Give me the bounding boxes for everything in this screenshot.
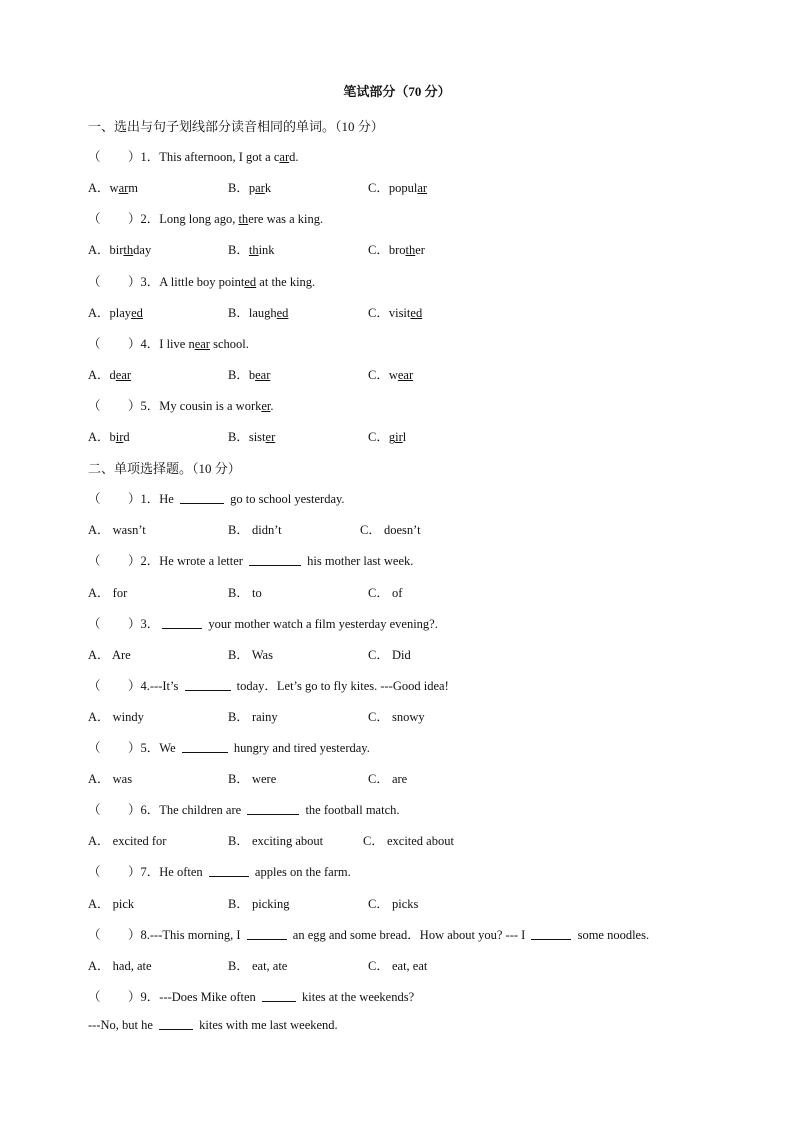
question-number: 6． <box>140 803 160 818</box>
question-line <box>88 489 345 507</box>
option-text: Was <box>248 647 273 662</box>
paren-close: ） <box>128 865 141 880</box>
option-letter: B． <box>228 772 249 787</box>
option-c[interactable] <box>368 240 425 258</box>
underlined-sound: ear <box>397 367 414 382</box>
option-text: bro <box>388 243 406 258</box>
option-letter: B． <box>228 523 249 538</box>
answer-blank[interactable] <box>185 679 231 691</box>
underlined-sound: ed <box>131 305 143 320</box>
option-b[interactable] <box>228 427 275 445</box>
underlined-sound: th <box>248 243 259 258</box>
paren-open: （ <box>88 803 101 818</box>
option-text: p <box>248 181 256 196</box>
question-text: his mother last week. <box>304 554 414 569</box>
option-text: Did <box>388 647 411 662</box>
paren-close: ） <box>128 989 141 1004</box>
option-letter: C． <box>368 181 389 196</box>
question-text: the football match. <box>302 803 400 818</box>
option-letter: A． <box>88 585 110 600</box>
option-text: b <box>248 367 256 382</box>
option-c[interactable] <box>368 645 411 663</box>
question-text: ---No, but he <box>88 1017 157 1032</box>
option-text: sist <box>248 430 266 444</box>
option-text: picking <box>248 896 290 911</box>
underlined-sound: ir <box>395 430 403 444</box>
option-text: wasn’t <box>109 523 146 538</box>
answer-blank[interactable] <box>209 865 249 877</box>
paren-close: ） <box>128 678 141 693</box>
option-text: were <box>248 772 277 787</box>
option-letter: A． <box>88 243 110 258</box>
answer-blank[interactable] <box>162 617 202 629</box>
question-line <box>88 987 414 1005</box>
paren-close: ） <box>128 492 141 507</box>
paren-open: （ <box>88 398 101 413</box>
option-c[interactable] <box>368 894 418 912</box>
question-text: at the king. <box>256 274 316 289</box>
option-c[interactable] <box>368 303 422 321</box>
question-number: 4.--- <box>140 678 163 693</box>
underlined-sound: ed <box>244 274 257 289</box>
question-text: My cousin is a work <box>159 398 262 413</box>
option-text: didn’t <box>248 523 282 538</box>
option-letter: A． <box>88 367 110 382</box>
option-text: rainy <box>248 709 278 724</box>
option-a[interactable] <box>88 520 146 538</box>
answer-line <box>88 1018 338 1033</box>
option-a[interactable] <box>88 956 152 974</box>
option-a[interactable] <box>88 427 130 445</box>
underlined-sound: ar <box>279 150 290 165</box>
option-text: k <box>264 181 272 196</box>
option-text: d <box>109 367 116 382</box>
answer-blank[interactable] <box>531 928 571 940</box>
underlined-sound: ar <box>255 181 265 196</box>
answer-blank[interactable] <box>247 928 287 940</box>
question-number: 8.--- <box>140 927 163 942</box>
paren-open: （ <box>88 336 101 351</box>
option-text: laugh <box>248 305 277 320</box>
option-text: excited about <box>383 834 454 849</box>
option-letter: B． <box>228 181 249 196</box>
option-letter: C． <box>368 305 389 320</box>
question-number: 1． <box>140 492 160 507</box>
option-b[interactable] <box>228 520 282 538</box>
answer-blank[interactable] <box>249 554 301 566</box>
question-line <box>88 396 274 414</box>
option-letter: C． <box>368 772 389 787</box>
underlined-sound: ir <box>115 430 124 444</box>
paren-open: （ <box>88 616 101 631</box>
option-b[interactable] <box>228 707 278 725</box>
underlined-sound: ed <box>410 305 423 320</box>
option-letter: A． <box>88 430 110 444</box>
option-letter: B． <box>228 709 249 724</box>
section-heading: 二、单项选择题。（10 分） <box>88 461 241 477</box>
question-line <box>88 738 370 756</box>
option-letter: A． <box>88 834 110 849</box>
question-line <box>88 272 315 290</box>
underlined-sound: th <box>238 212 249 227</box>
option-text: to <box>248 585 262 600</box>
option-text: g <box>388 430 396 444</box>
option-letter: C． <box>360 523 381 538</box>
question-text: hungry and tired yesterday. <box>230 741 370 755</box>
option-c[interactable] <box>368 956 427 974</box>
option-text: of <box>388 585 403 600</box>
option-letter: A． <box>88 181 110 196</box>
option-text: b <box>109 430 116 444</box>
option-text: exciting about <box>248 834 324 849</box>
option-text: windy <box>109 709 144 724</box>
option-a[interactable] <box>88 365 131 383</box>
question-number: 3． <box>140 274 160 289</box>
option-text: d <box>123 430 130 444</box>
underlined-sound: ed <box>276 305 289 320</box>
option-text: eat, ate <box>248 958 288 973</box>
paren-open: （ <box>88 150 101 165</box>
option-letter: B． <box>228 834 249 849</box>
paren-close: ） <box>128 741 141 755</box>
option-text: w <box>109 181 119 196</box>
option-letter: A． <box>88 305 110 320</box>
option-letter: C． <box>368 709 389 724</box>
page-title: 笔试部分（70 分） <box>343 84 451 99</box>
option-letter: B． <box>228 958 249 973</box>
question-line <box>88 334 249 352</box>
option-text: ink <box>258 243 275 258</box>
paren-open: （ <box>88 989 101 1004</box>
option-letter: C． <box>368 367 389 382</box>
option-text: had, ate <box>109 958 152 973</box>
option-c[interactable] <box>368 427 406 445</box>
answer-blank[interactable] <box>247 803 299 815</box>
option-letter: C． <box>368 647 389 662</box>
underlined-sound: ar <box>417 181 428 196</box>
underlined-sound: er <box>261 398 271 413</box>
option-b[interactable] <box>228 831 323 849</box>
question-number: 5． <box>140 398 160 413</box>
option-text: snowy <box>388 709 425 724</box>
option-a[interactable] <box>88 769 132 787</box>
question-text: This morning, I <box>162 927 244 942</box>
question-number: 2． <box>140 554 160 569</box>
question-text: ---Does Mike often <box>159 989 259 1004</box>
option-a[interactable] <box>88 303 143 321</box>
paren-close: ） <box>128 398 141 413</box>
question-line <box>88 800 400 818</box>
question-text: go to school yesterday. <box>226 492 345 507</box>
question-text: This afternoon, I got a c <box>159 150 280 165</box>
option-b[interactable] <box>228 303 288 321</box>
question-text: I live n <box>159 336 195 351</box>
question-line <box>88 925 649 943</box>
question-line <box>88 614 438 632</box>
question-text: He <box>159 492 177 507</box>
option-text: excited for <box>109 834 167 849</box>
question-line <box>88 551 413 569</box>
section-heading: 一、选出与句子划线部分读音相同的单词。（10 分） <box>88 119 384 134</box>
option-b[interactable] <box>228 178 271 196</box>
option-text: was <box>109 772 133 787</box>
question-text: . <box>270 398 274 413</box>
option-a[interactable] <box>88 831 166 849</box>
option-text: w <box>388 367 398 382</box>
underlined-sound: ear <box>255 367 271 382</box>
option-letter: B． <box>228 243 249 258</box>
answer-blank[interactable] <box>182 741 228 753</box>
question-text: kites with me last weekend. <box>196 1017 338 1032</box>
question-text: ere was a king. <box>248 212 324 227</box>
option-a[interactable] <box>88 894 134 912</box>
option-letter: C． <box>368 585 389 600</box>
option-letter: B． <box>228 305 249 320</box>
option-letter: C． <box>368 958 389 973</box>
paren-close: ） <box>128 274 141 289</box>
option-text: day <box>133 243 152 258</box>
question-text: apples on the farm. <box>251 865 351 880</box>
question-number: 9． <box>140 989 160 1004</box>
option-b[interactable] <box>228 769 276 787</box>
answer-blank[interactable] <box>262 990 296 1002</box>
option-text: for <box>109 585 128 600</box>
option-letter: A． <box>88 958 110 973</box>
option-letter: B． <box>228 430 249 444</box>
option-c[interactable] <box>368 583 402 601</box>
question-number: 7． <box>140 865 160 880</box>
option-text: visit <box>388 305 411 320</box>
option-letter: A． <box>88 772 110 787</box>
paren-open: （ <box>88 741 101 755</box>
question-text: It’s <box>162 678 182 693</box>
paren-open: （ <box>88 274 101 289</box>
question-line <box>88 209 323 227</box>
option-b[interactable] <box>228 365 270 383</box>
question-number: 4． <box>140 336 160 351</box>
question-text: an egg and some bread．How about you? --- I <box>289 927 529 942</box>
paren-close: ） <box>128 150 141 165</box>
option-c[interactable] <box>363 831 454 849</box>
paren-close: ） <box>128 212 141 227</box>
question-text: He wrote a letter <box>159 554 247 569</box>
option-c[interactable] <box>368 178 427 196</box>
option-text: play <box>109 305 132 320</box>
option-b[interactable] <box>228 645 273 663</box>
option-letter: C． <box>363 834 384 849</box>
option-b[interactable] <box>228 240 275 258</box>
question-text: We <box>159 741 179 755</box>
underlined-sound: ar <box>118 181 129 196</box>
answer-blank[interactable] <box>159 1018 193 1030</box>
option-letter: A． <box>88 647 110 662</box>
option-text: popul <box>388 181 418 196</box>
question-number: 2． <box>140 212 160 227</box>
option-a[interactable] <box>88 707 144 725</box>
option-c[interactable] <box>360 520 421 538</box>
question-number: 5． <box>140 741 160 755</box>
option-text: picks <box>388 896 419 911</box>
question-text: today．Let’s go to fly kites. ---Good idea! <box>233 678 449 693</box>
paren-open: （ <box>88 865 101 880</box>
option-text: l <box>402 430 407 444</box>
question-line <box>88 147 298 165</box>
question-text: kites at the weekends? <box>298 989 415 1004</box>
option-b[interactable] <box>228 894 289 912</box>
paren-open: （ <box>88 492 101 507</box>
question-line <box>88 676 449 694</box>
option-letter: C． <box>368 430 389 444</box>
question-text: your mother watch a film yesterday evening?. <box>205 616 438 631</box>
paren-close: ） <box>128 927 141 942</box>
option-text: bir <box>109 243 124 258</box>
question-text: Long long ago, <box>159 212 239 227</box>
option-c[interactable] <box>368 707 425 725</box>
question-text: d. <box>289 150 299 165</box>
paren-close: ） <box>128 554 141 569</box>
underlined-sound: ear <box>115 367 132 382</box>
question-number: 3． <box>140 616 160 631</box>
option-letter: C． <box>368 243 389 258</box>
option-a[interactable] <box>88 645 131 663</box>
option-letter: B． <box>228 647 249 662</box>
option-text: Are <box>109 647 131 662</box>
option-letter: B． <box>228 896 249 911</box>
option-c[interactable] <box>368 365 413 383</box>
option-text: eat, eat <box>388 958 428 973</box>
option-text: are <box>388 772 408 787</box>
paren-open: （ <box>88 554 101 569</box>
paren-close: ） <box>128 803 141 818</box>
underlined-sound: er <box>265 430 276 444</box>
paren-open: （ <box>88 212 101 227</box>
option-b[interactable] <box>228 956 287 974</box>
question-text: some noodles. <box>574 927 650 942</box>
option-text: m <box>128 181 139 196</box>
option-a[interactable] <box>88 240 151 258</box>
question-text: A little boy point <box>159 274 245 289</box>
option-text: er <box>415 243 425 258</box>
underlined-sound: ear <box>194 336 210 351</box>
paren-close: ） <box>128 336 141 351</box>
option-a[interactable] <box>88 583 127 601</box>
question-number: 1． <box>140 150 160 165</box>
option-letter: C． <box>368 896 389 911</box>
option-letter: A． <box>88 896 110 911</box>
option-letter: A． <box>88 709 110 724</box>
question-text: school. <box>209 336 249 351</box>
option-letter: A． <box>88 523 110 538</box>
question-text: The children are <box>159 803 245 818</box>
option-c[interactable] <box>368 769 407 787</box>
paren-close: ） <box>128 616 141 631</box>
question-text: He often <box>159 865 206 880</box>
option-b[interactable] <box>228 583 262 601</box>
answer-blank[interactable] <box>180 492 224 504</box>
option-a[interactable] <box>88 178 138 196</box>
option-letter: B． <box>228 367 249 382</box>
option-text: doesn’t <box>380 523 421 538</box>
underlined-sound: th <box>405 243 416 258</box>
option-letter: B． <box>228 585 249 600</box>
underlined-sound: th <box>123 243 134 258</box>
paren-open: （ <box>88 678 101 693</box>
question-line <box>88 862 351 880</box>
option-text: pick <box>109 896 135 911</box>
paren-open: （ <box>88 927 101 942</box>
